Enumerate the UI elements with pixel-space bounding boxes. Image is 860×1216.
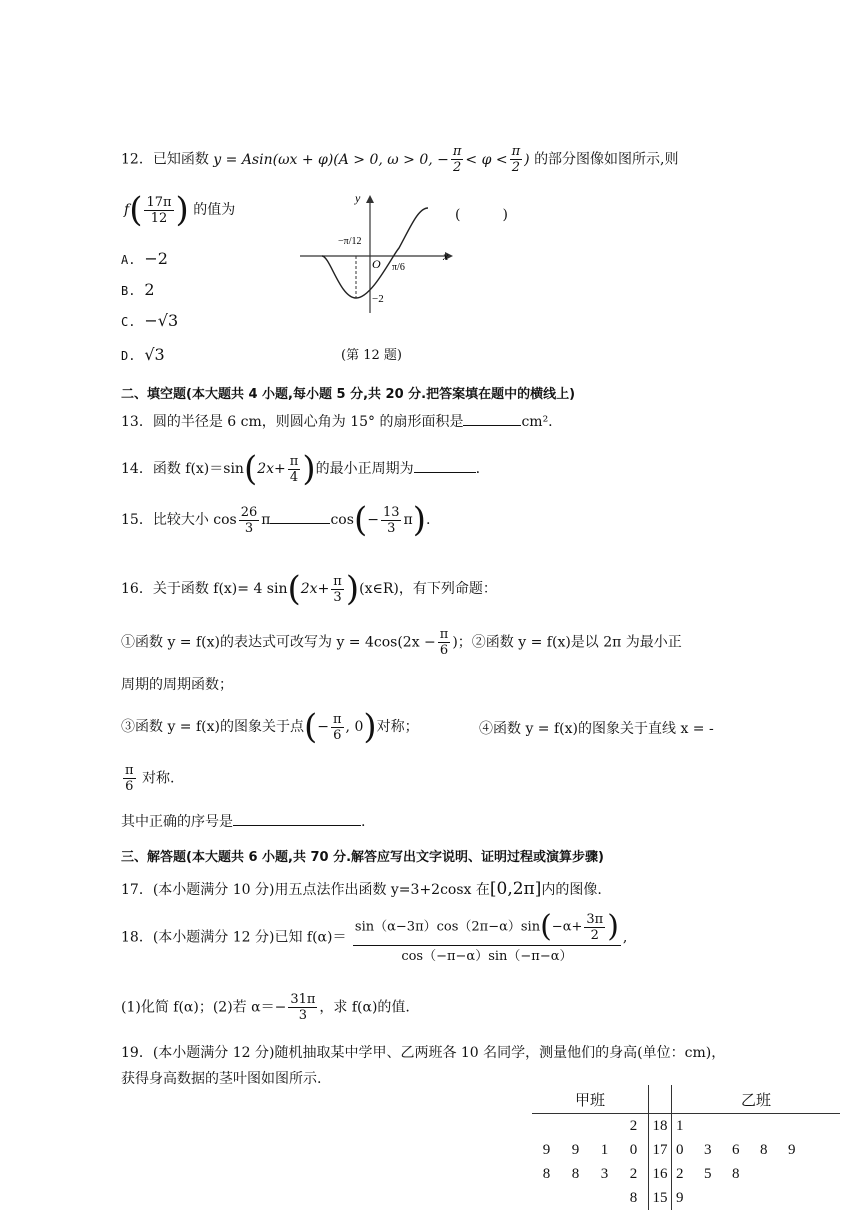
graph-y-label: y xyxy=(355,191,361,205)
q12-value-of: f( $\frac{17\pi}{12}$ ) 的值为 xyxy=(124,190,236,230)
q19-line1: 19．(本小题满分 12 分)随机抽取某中学甲、乙两班各 10 名同学，测量他们的身高(单位：cm)， xyxy=(121,1045,726,1061)
graph-right-tick-label: π/6 xyxy=(392,262,405,273)
stem-leaf-row: 9 9 1 0 17 0 3 6 8 9 xyxy=(532,1138,840,1162)
q18: 18．(本小题满分 12 分)已知 f(α)＝ sin（α−3π）cos（2π−α）sin(−α+ $\frac{3\pi}{2}$ ) cos（−π−α）sin（−π−α） , xyxy=(121,909,628,964)
q19-line2: 获得身高数据的茎叶图如图所示. xyxy=(121,1071,322,1087)
header-left: 甲班 xyxy=(532,1085,649,1114)
q16-stem: 16．关于函数 f(x)= 4 sin(2x+ $\frac{\pi}{3}$ )(x∈R)，有下列命题： xyxy=(121,569,497,609)
q12-option-c: C. −√3 xyxy=(121,311,179,330)
section3-title: 三、解答题(本大题共 6 小题,共 70 分.解答应写出文字说明、证明过程或演算步骤) xyxy=(121,850,604,865)
q14-blank xyxy=(414,472,476,473)
stem-leaf-plot xyxy=(532,1085,840,1210)
stem-value: 17 xyxy=(649,1138,672,1162)
q13: 13．圆的半径是 6 cm，则圆心角为 15° 的扇形面积是 cm². xyxy=(121,414,553,430)
q13-blank xyxy=(463,425,521,426)
q12-option-a: A. −2 xyxy=(121,249,168,268)
q12-stem xyxy=(121,145,679,174)
stem-value: 18 xyxy=(649,1114,672,1139)
q16-answer: 其中正确的序号是 . xyxy=(121,814,366,830)
q16-prop3: ③函数 y = f(x)的图象关于点(− $\frac{\pi}{6}$ , 0)对称； xyxy=(121,707,419,747)
q16-prop4: ④函数 y = f(x)的图象关于直线 x = - xyxy=(479,721,714,737)
stem-leaf-row: 8 15 9 xyxy=(532,1186,840,1210)
stem-leaf-row: 8 8 3 2 16 2 5 8 xyxy=(532,1162,840,1186)
q16-prop1-cont: 周期的周期函数； xyxy=(121,677,233,693)
q12-stem-suffix: 的部分图像如图所示,则 xyxy=(534,151,679,168)
q12-answer-bracket: ( ) xyxy=(455,207,508,223)
q16-blank xyxy=(233,825,361,826)
q15: 15．比较大小 cos $\frac{26}{3}$ π cos(− $\frac{13}{3}$ π). xyxy=(121,500,431,540)
graph-min-label: −2 xyxy=(372,293,384,305)
section2-title: 二、填空题(本大题共 4 小题,每小题 5 分,共 20 分.把答案填在题中的横线上) xyxy=(121,387,576,402)
q12-stem-prefix: 12．已知函数 xyxy=(121,151,209,168)
q12-option-d: D. √3 xyxy=(121,345,165,364)
q12-option-b: B. 2 xyxy=(121,280,155,299)
q15-blank xyxy=(270,523,330,524)
q12-figure-caption: (第 12 题) xyxy=(341,348,402,363)
q12-function-formula: y = Asin(ωx + φ)(A > 0, ω > 0, − $\frac{\pi}{2}$ < φ < $\frac{\pi}{2}$ ) xyxy=(213,144,530,175)
graph-left-tick-label: −π/12 xyxy=(338,236,362,247)
y-axis-arrow xyxy=(366,195,374,203)
q16-prop1: ①函数 y = f(x)的表达式可改写为 y = 4cos(2x − $\frac{\pi}{6}$ )；②函数 y = f(x)是以 2π 为最小正 xyxy=(121,627,682,658)
graph-x-label: x xyxy=(443,249,449,263)
q14: 14．函数 f(x)＝sin(2x+ $\frac{\pi}{4}$ )的最小正周期为 . xyxy=(121,449,481,489)
stem-value: 15 xyxy=(649,1186,672,1210)
stem-leaf-header xyxy=(532,1085,840,1114)
graph-origin-label: O xyxy=(372,257,381,271)
stem-value: 16 xyxy=(649,1162,672,1186)
sine-curve xyxy=(322,208,428,298)
q12-sine-graph xyxy=(300,188,460,318)
q12-value-label: 的值为 xyxy=(193,202,236,218)
stem-leaf-row: 2 18 1 xyxy=(532,1114,840,1139)
header-right: 乙班 xyxy=(672,1085,841,1114)
q17: 17．(本小题满分 10 分)用五点法作出函数 y=3+2cosx 在[0,2π]内的图像. xyxy=(121,879,602,899)
q16-prop4-cont: $\frac{\pi}{6}$ 对称. xyxy=(125,763,175,794)
q18-parts: (1)化简 f(α)；(2)若 α＝− $\frac{31\pi}{3}$ ，求 f(α)的值. xyxy=(121,992,410,1023)
